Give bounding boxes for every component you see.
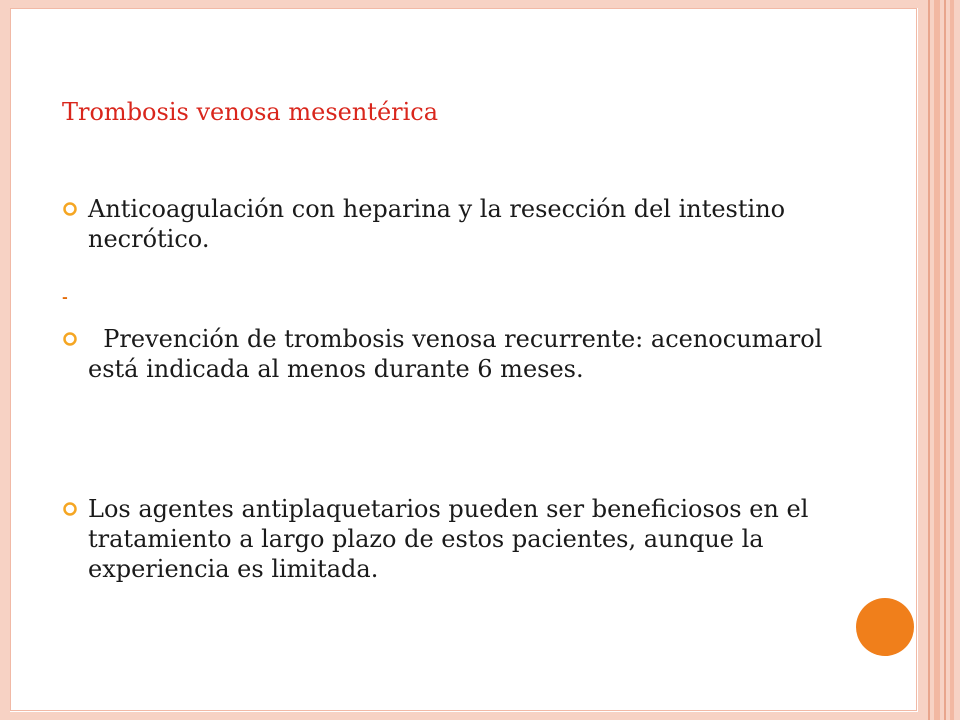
frame-top-border: [0, 0, 960, 8]
bullet-item: [62, 324, 882, 384]
bullet-text: Los agentes antiplaquetarios pueden ser beneficiosos en el tratamiento a largo plazo de estos pacientes, aunque la experiencia es limitada.: [88, 495, 809, 583]
frame-left-border: [0, 0, 10, 720]
ring-bullet-icon: [62, 201, 78, 217]
ring-bullet-icon: [62, 501, 78, 517]
bullet-text: Prevención de trombosis venosa recurrente: acenocumarol está indicada al menos durante 6 meses.: [88, 325, 838, 383]
bullet-text: Anticoagulación con heparina y la resección del intestino necrótico.: [88, 195, 786, 253]
frame-bottom-border: [0, 712, 960, 720]
bullet-item: [62, 194, 882, 254]
dash-marker: -: [62, 290, 68, 306]
slide-title: Trombosis venosa mesentérica: [62, 98, 439, 126]
ring-bullet-icon: [62, 331, 78, 347]
frame-right-stripes: [918, 0, 960, 720]
bullet-item: [62, 494, 882, 584]
accent-circle: [856, 598, 914, 656]
